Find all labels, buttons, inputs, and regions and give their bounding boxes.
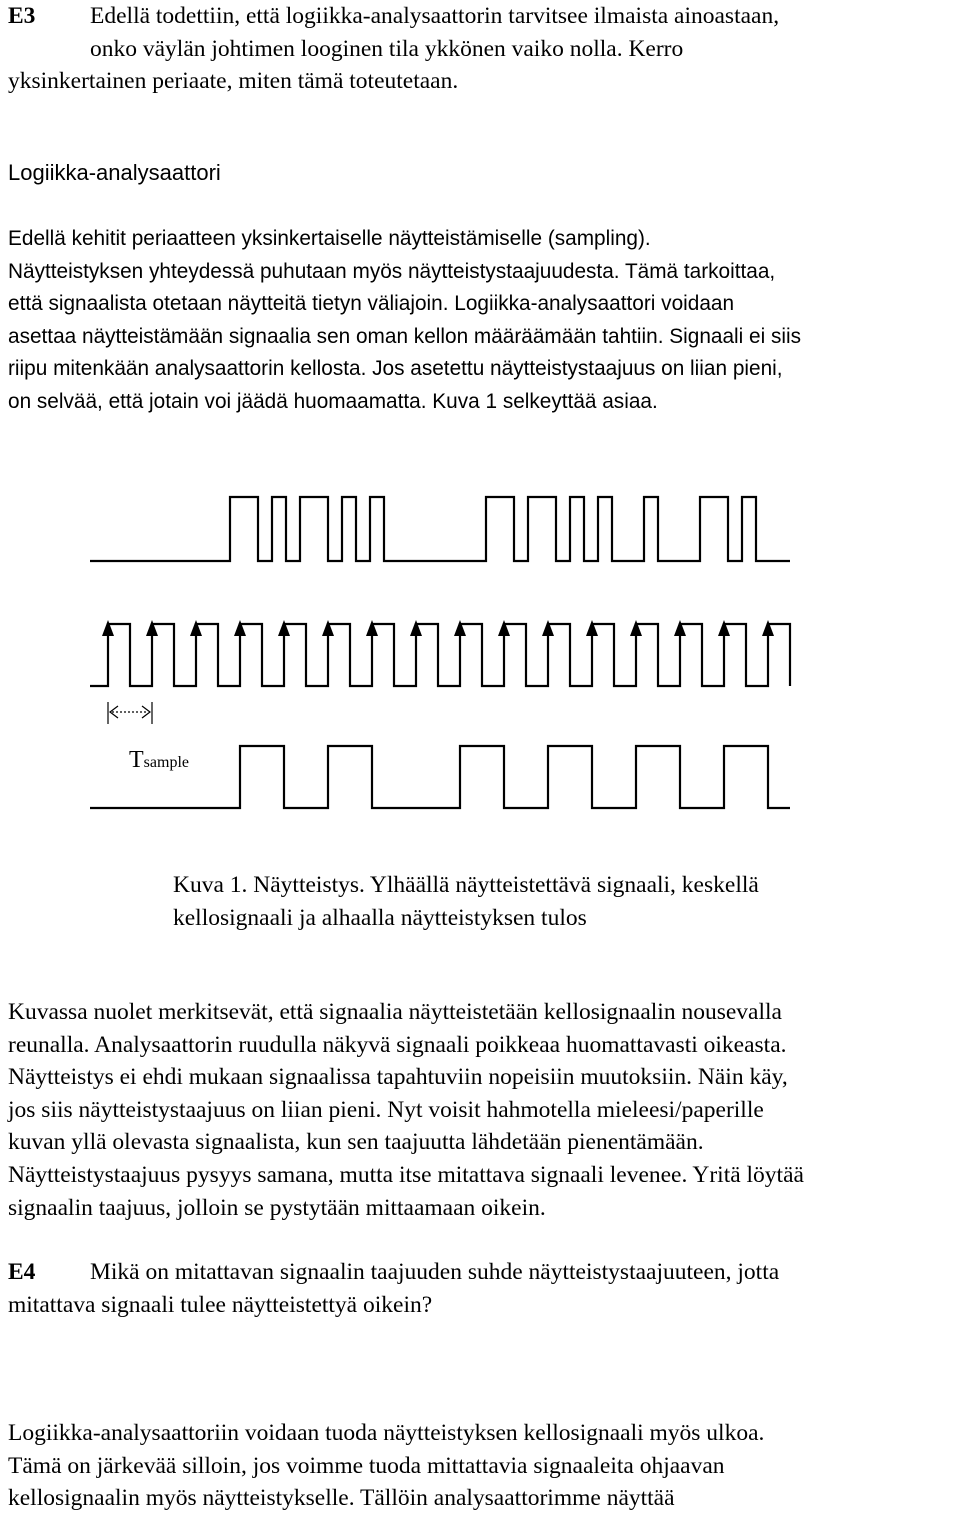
paragraph-line: Näytteistystaajuus pysyys samana, mutta itse mitattava signaali levenee. Yritä löytää	[8, 1161, 804, 1188]
caption-line: kellosignaali ja alhaalla näytteistyksen tulos	[173, 904, 587, 931]
paragraph-line: riipu mitenkään analysaattorin kellosta. Jos asetettu näytteistystaajuus on liian pieni,	[8, 357, 783, 381]
paragraph-line: on selvää, että jotain voi jäädä huomaamatta. Kuva 1 selkeyttää asiaa.	[8, 389, 658, 413]
tsample-label	[129, 744, 189, 780]
e4-label: E4	[8, 1259, 36, 1285]
sample-arrow-icon	[146, 620, 158, 636]
e3-question-line: yksinkertainen periaate, miten tämä toteutetaan.	[8, 68, 459, 95]
input-signal-waveform	[90, 497, 790, 561]
paragraph-line: kuvan yllä olevasta signaalista, kun sen taajuutta lähdetään pienentämään.	[8, 1129, 704, 1156]
e3-question-line: onko väylän johtimen looginen tila ykkönen vaiko nolla. Kerro	[90, 35, 684, 62]
figure-caption	[173, 869, 759, 934]
sample-arrow-icon	[322, 620, 334, 636]
sample-arrow-icon	[674, 620, 686, 636]
sample-arrow-icon	[190, 620, 202, 636]
sample-arrow-icon	[234, 620, 246, 636]
sample-arrow-icon	[718, 620, 730, 636]
paragraph-line: että signaalista otetaan näytteitä tietyn väliajoin. Logiikka-analysaattori voidaan	[8, 292, 735, 316]
tsample-dimension	[108, 702, 152, 724]
paragraph-line: kellosignaalin myös näytteistykselle. Tällöin analysaattorimme näyttää	[8, 1485, 675, 1512]
paragraph-line: jos siis näytteistystaajuus on liian pieni. Nyt voisit hahmotella mieleesi/paperille	[8, 1096, 764, 1123]
section-paragraph	[8, 223, 801, 419]
sample-arrow-icon	[278, 620, 290, 636]
sample-arrow-icon	[102, 620, 114, 636]
e4-question-line: Mikä on mitattavan signaalin taajuuden suhde näytteistystaajuuteen, jotta	[90, 1259, 780, 1285]
sample-arrow-icon	[366, 620, 378, 636]
sample-arrow-icon	[762, 620, 774, 636]
paragraph-line: asettaa näytteistämään signaalia sen oman kellon määräämään tahtiin. Signaali ei siis	[8, 324, 802, 348]
e3-question-continued	[8, 33, 683, 98]
e3-question-line: Edellä todettiin, että logiikka-analysaattorin tarvitsee ilmaista ainoastaan,	[90, 3, 780, 29]
sample-arrow-icon	[498, 620, 510, 636]
paragraph-line: Näytteistys ei ehdi mukaan signaalissa tapahtuviin nopeisiin muutoksiin. Näin käy,	[8, 1064, 788, 1091]
e3-question	[90, 0, 779, 33]
sample-arrow-icon	[542, 620, 554, 636]
sample-arrow-icon	[630, 620, 642, 636]
paragraph-line: Näytteistyksen yhteydessä puhutaan myös näytteistystaajuudesta. Tämä tarkoittaa,	[8, 259, 776, 283]
sampled-output-waveform	[90, 746, 790, 808]
closing-paragraph	[8, 1417, 764, 1515]
paragraph-line: reunalla. Analysaattorin ruudulla näkyvä signaali poikkeaa huomattavasti oikeasta.	[8, 1031, 787, 1058]
tsample-subscript: sample	[143, 754, 189, 771]
sample-arrow-icon	[586, 620, 598, 636]
e3-label: E3	[8, 3, 36, 29]
paragraph-line: Edellä kehitit periaatteen yksinkertaiselle näytteistämiselle (sampling).	[8, 227, 651, 250]
e4-question-line: mitattava signaali tulee näytteistettyä oikein?	[8, 1291, 433, 1318]
section-heading: Logiikka-analysaattori	[8, 160, 221, 185]
paragraph-line: Kuvassa nuolet merkitsevät, että signaalia näytteistetään kellosignaalin nousevalla	[8, 999, 782, 1025]
sample-arrow-icon	[454, 620, 466, 636]
explanation-paragraph	[8, 996, 804, 1224]
paragraph-line: Logiikka-analysaattoriin voidaan tuoda näytteistyksen kellosignaali myös ulkoa.	[8, 1420, 765, 1446]
paragraph-line: Tämä on järkevää silloin, jos voimme tuoda mittattavia signaaleita ohjaavan	[8, 1452, 725, 1479]
sample-arrow-icon	[410, 620, 422, 636]
paragraph-line: signaalin taajuus, jolloin se pystytään mittaamaan oikein.	[8, 1194, 546, 1221]
caption-line: Kuva 1. Näytteistys. Ylhäällä näytteistettävä signaali, keskellä	[173, 872, 759, 898]
tsample-main: T	[129, 747, 144, 773]
